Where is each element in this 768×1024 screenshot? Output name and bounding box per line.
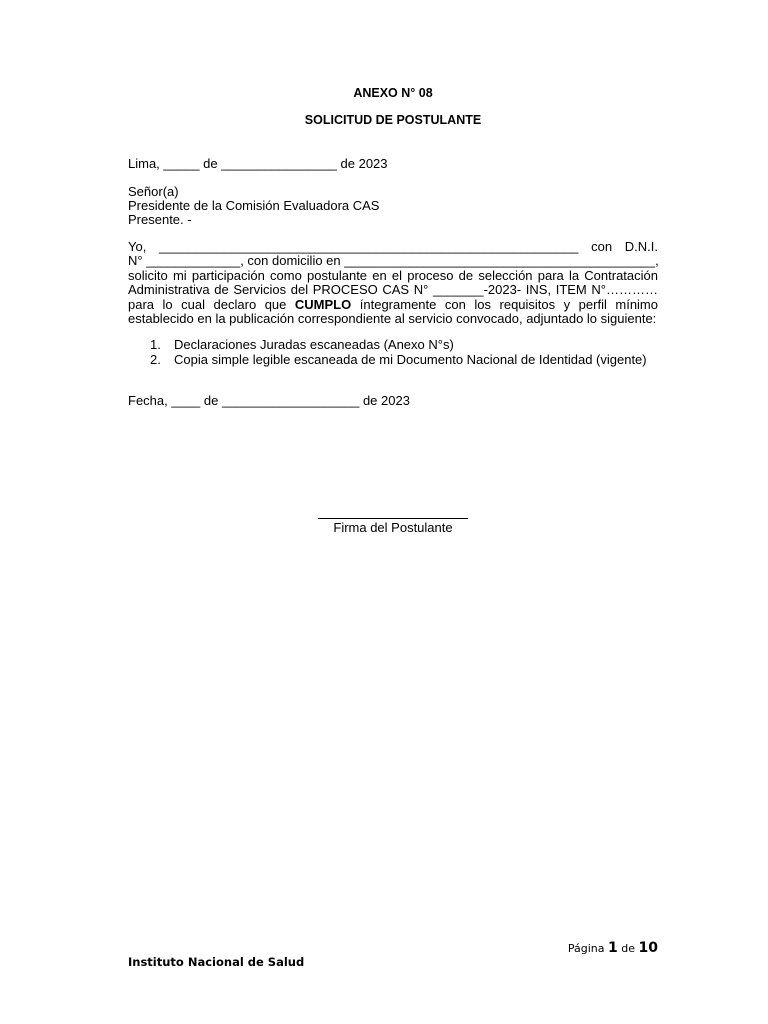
addressee-presente: Presente. -: [128, 212, 192, 227]
annex-title: ANEXO N° 08: [353, 86, 433, 100]
paragraph-line: [128, 298, 658, 312]
paragraph-line: establecido en la publicación correspondiente al servicio convocado, adjuntado lo siguiente:: [128, 310, 657, 326]
page-current: 1: [608, 940, 618, 956]
signature-line: [318, 518, 468, 519]
list-item-text: Declaraciones Juradas escaneadas (Anexo N°s): [174, 337, 454, 352]
paragraph-text: íntegramente con los requisitos y perfil mínimo: [351, 296, 658, 312]
request-paragraph: [128, 240, 658, 326]
date-line: Fecha, ____ de ___________________ de 2023: [128, 393, 410, 408]
page-of: de: [621, 942, 636, 955]
list-item: [150, 338, 647, 353]
list-item-number: 1.: [150, 337, 161, 352]
signature-label: Firma del Postulante: [333, 520, 453, 535]
document-subtitle: SOLICITUD DE POSTULANTE: [304, 113, 482, 127]
paragraph-line: Administrativa de Servicios del PROCESO CAS N° _______-2023- INS, ITEM N°…………: [128, 282, 658, 298]
place-date-line: Lima, _____ de ________________ de 2023: [128, 156, 388, 171]
paragraph-line: solicito mi participación como postulante en el proceso de selección para la Contratación: [128, 267, 658, 283]
paragraph-line: N° _____________, con domicilio en ___________________________________________,: [128, 253, 659, 269]
cumplo-emphasis: CUMPLO: [294, 296, 352, 312]
paragraph-line: Yo, __________________________________________________________ con D.N.I.: [128, 239, 658, 254]
addressee-salutation: Señor(a): [128, 184, 179, 199]
list-item-number: 2.: [150, 351, 161, 367]
addressee-position: Presidente de la Comisión Evaluadora CAS: [128, 198, 380, 213]
page-total: 10: [638, 940, 658, 956]
paragraph-text: para lo cual declaro que: [128, 296, 295, 312]
page-number: [568, 940, 658, 956]
list-item-text: Copia simple legible escaneada de mi Documento Nacional de Identidad (vigente): [174, 351, 647, 367]
page-word: Página: [567, 942, 605, 955]
list-item: [150, 353, 647, 368]
attachments-list: [150, 338, 647, 367]
footer-institution: Instituto Nacional de Salud: [128, 955, 305, 969]
